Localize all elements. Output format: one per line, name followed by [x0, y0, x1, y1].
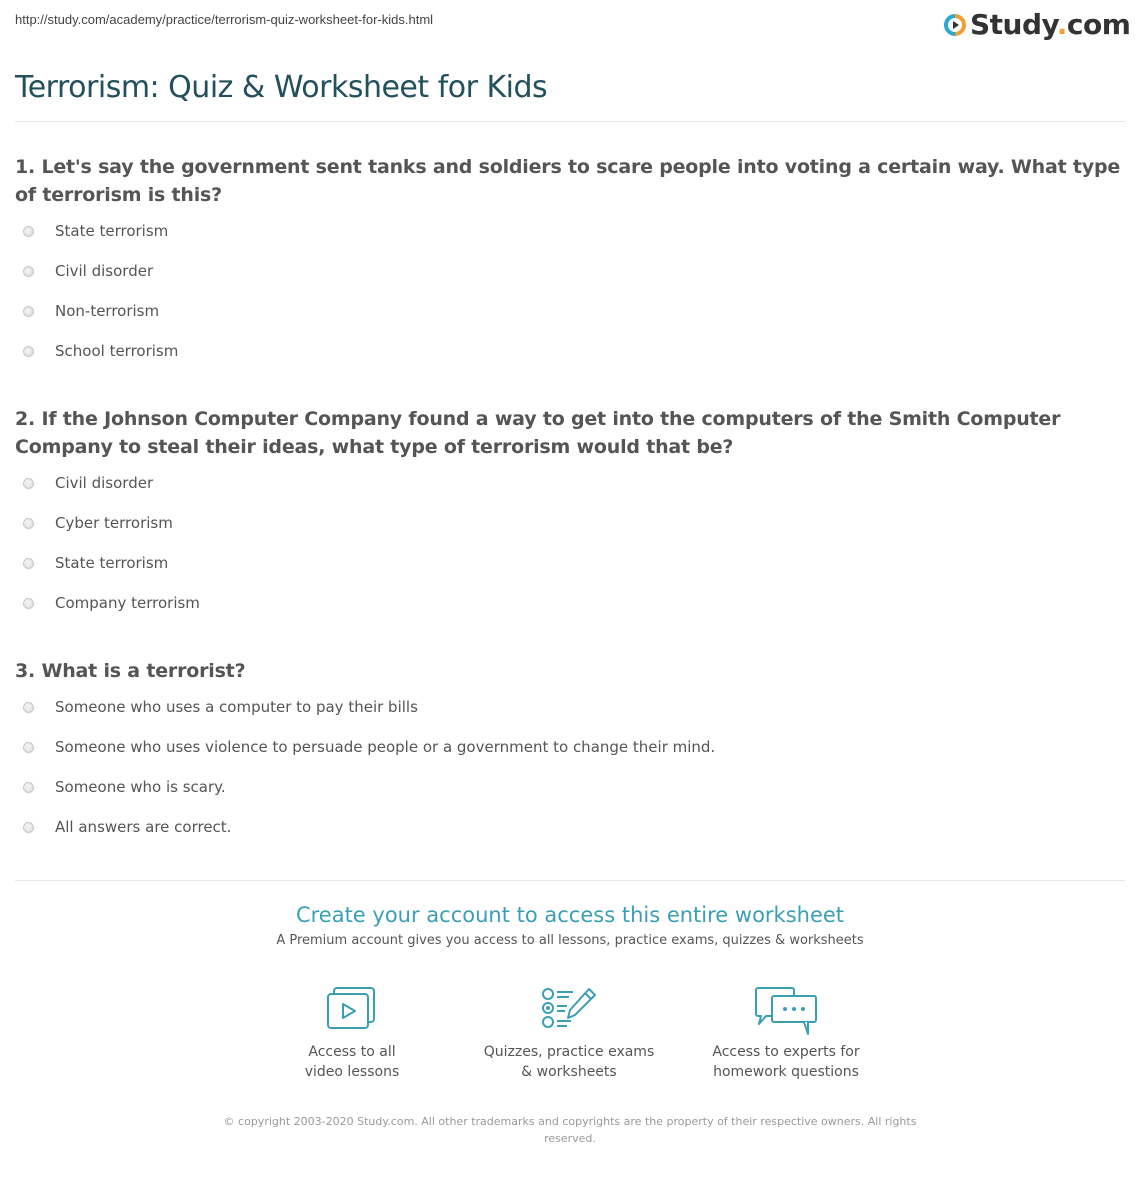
feature-label: Access to experts for [712, 1044, 860, 1060]
signup-promo [0, 903, 1140, 948]
radio-button[interactable] [23, 782, 34, 793]
radio-button[interactable] [23, 518, 34, 529]
question-3 [15, 657, 1125, 847]
radio-button[interactable] [23, 306, 34, 317]
question-text: 1. Let's say the government sent tanks and soldiers to scare people into voting a certain way. What type of terrorism is this? [15, 156, 1121, 206]
option-label: Non-terrorism [55, 302, 160, 320]
option-label: School terrorism [55, 342, 179, 360]
promo-subtitle: A Premium account gives you access to all lessons, practice exams, quizzes & worksheets [276, 933, 864, 948]
answer-option[interactable] [15, 503, 1125, 543]
option-label: Someone who is scary. [55, 778, 226, 796]
answer-option[interactable] [15, 211, 1125, 251]
option-label: State terrorism [55, 222, 169, 240]
option-label: Civil disorder [55, 262, 154, 280]
option-label: Company terrorism [55, 594, 200, 612]
feature-quizzes [469, 986, 669, 1082]
answer-option[interactable] [15, 583, 1125, 623]
question-1 [15, 153, 1125, 371]
radio-button[interactable] [23, 702, 34, 713]
radio-button[interactable] [23, 558, 34, 569]
answer-option[interactable] [15, 543, 1125, 583]
feature-label: homework questions [713, 1064, 859, 1080]
radio-button[interactable] [23, 822, 34, 833]
feature-label: Quizzes, practice exams [483, 1044, 655, 1060]
radio-button[interactable] [23, 598, 34, 609]
answer-option[interactable] [15, 807, 1125, 847]
option-label: State terrorism [55, 554, 169, 572]
option-label: Civil disorder [55, 474, 154, 492]
radio-button[interactable] [23, 226, 34, 237]
feature-experts [686, 986, 886, 1082]
signup-link[interactable]: Create your account to access this entire worksheet [295, 903, 845, 927]
answer-option[interactable] [15, 331, 1125, 371]
feature-label: Access to all [308, 1044, 396, 1060]
option-label: Someone who uses violence to persuade people or a government to change their mind. [55, 738, 716, 756]
logo-text: Study.com [970, 8, 1131, 41]
chat-bubbles-icon [754, 986, 818, 1038]
answer-option[interactable] [15, 687, 1125, 727]
study-logo[interactable] [944, 8, 1130, 41]
answer-option[interactable] [15, 727, 1125, 767]
divider [15, 121, 1125, 122]
divider [15, 880, 1125, 881]
video-lessons-icon [326, 986, 378, 1032]
copyright-footer: © copyright 2003-2020 Study.com. All other trademarks and copyrights are the property of their respective owners. All rights reserved. [223, 1115, 917, 1145]
option-label: Someone who uses a computer to pay their bills [55, 698, 418, 716]
answer-option[interactable] [15, 251, 1125, 291]
question-text: 2. If the Johnson Computer Company found a way to get into the computers of the Smith Computer Company to steal their ideas, what type of terrorism would that be? [15, 408, 1061, 458]
feature-label: & worksheets [521, 1064, 617, 1080]
radio-button[interactable] [23, 266, 34, 277]
radio-button[interactable] [23, 742, 34, 753]
radio-button[interactable] [23, 346, 34, 357]
question-text: 3. What is a terrorist? [15, 660, 246, 682]
option-label: All answers are correct. [55, 818, 232, 836]
option-label: Cyber terrorism [55, 514, 173, 532]
question-2 [15, 405, 1125, 623]
answer-option[interactable] [15, 767, 1125, 807]
radio-button[interactable] [23, 478, 34, 489]
feature-video-lessons [252, 986, 452, 1082]
quiz-checklist-icon [541, 986, 597, 1032]
feature-label: video lessons [304, 1064, 400, 1080]
page-url: http://study.com/academy/practice/terrorism-quiz-worksheet-for-kids.html [15, 12, 434, 27]
page-title: Terrorism: Quiz & Worksheet for Kids [15, 70, 548, 105]
answer-option[interactable] [15, 291, 1125, 331]
play-circle-icon [944, 14, 966, 36]
answer-option[interactable] [15, 463, 1125, 503]
